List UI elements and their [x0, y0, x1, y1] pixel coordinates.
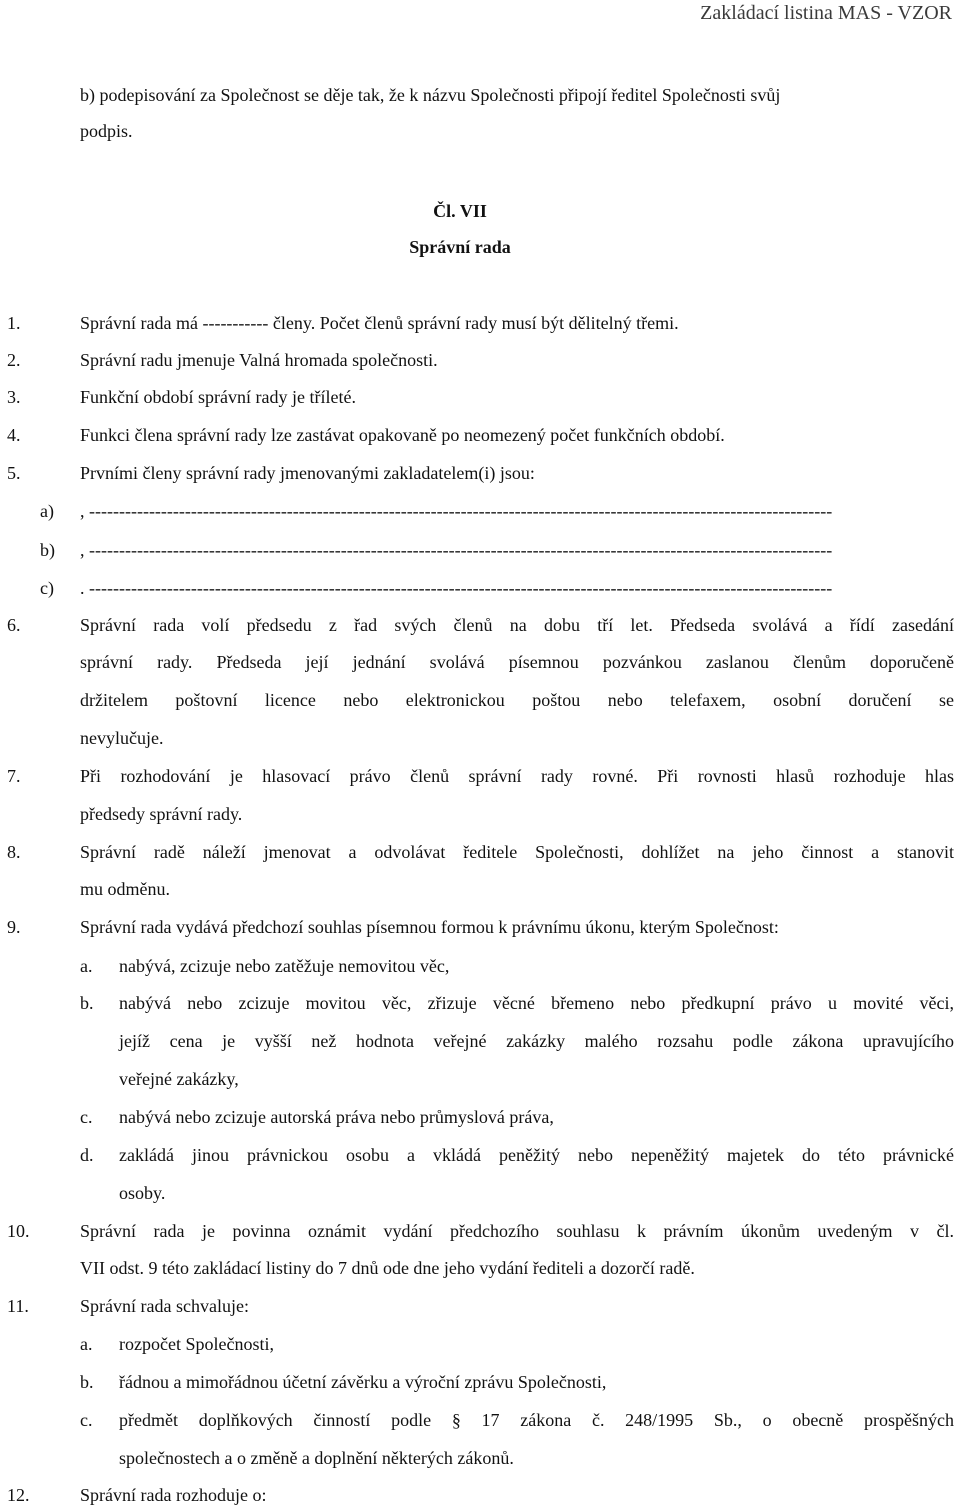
item-11c-line-2: společnostech a o změně a doplnění některých zákonů.	[119, 1448, 514, 1468]
item-11c-line-1: předmět doplňkových činností podle § 17 zákona č. 248/1995 Sb., o obecně prospěšných	[119, 1410, 954, 1430]
member-a-text: , ----------------------------------------------------------------------------------------------------------------------------	[80, 501, 833, 521]
item-12-number: 12.	[7, 1485, 30, 1505]
item-10-number: 10.	[7, 1221, 30, 1241]
item-8-number: 8.	[7, 842, 21, 862]
item-11b-text: řádnou a mimořádnou účetní závěrku a výroční zprávu Společnosti,	[119, 1372, 607, 1392]
member-c-label: c)	[40, 578, 54, 598]
item-5-number: 5.	[7, 463, 21, 483]
item-11-number: 11.	[7, 1296, 29, 1316]
item-9d-line-2: osoby.	[119, 1183, 166, 1203]
item-11a-text: rozpočet Společnosti,	[119, 1334, 274, 1354]
item-8-line-2: mu odměnu.	[80, 879, 170, 899]
item-11c-label: c.	[80, 1410, 93, 1430]
item-8-line-1: Správní radě náleží jmenovat a odvolávat ředitele Společnosti, dohlížet na jeho činnost a stanovit	[80, 842, 954, 862]
item-9b-line-2: jejíž cena je vyšší než hodnota veřejné zakázky malého rozsahu podle zákona upravujícího	[119, 1031, 954, 1051]
item-10-line-1: Správní rada je povinna oznámit vydání předchozího souhlasu k právním úkonům uvedeným v čl.	[80, 1221, 954, 1241]
item-9d-line-1: zakládá jinou právnickou osobu a vkládá peněžitý nebo nepeněžitý majetek do této právnické	[119, 1145, 954, 1165]
item-11b-label: b.	[80, 1372, 94, 1392]
page-header-title: Zakládací listina MAS - VZOR	[700, 2, 952, 24]
item-6-line-1: Správní rada volí předsedu z řad svých členů na dobu tří let. Předseda svolává a řídí zasedání	[80, 615, 954, 635]
item-6-line-2: správní rady. Předseda její jednání svolává písemnou pozvánkou zaslanou členům doporučeně	[80, 652, 954, 672]
article-title: Správní rada	[409, 237, 511, 257]
item-9a-text: nabývá, zcizuje nebo zatěžuje nemovitou věc,	[119, 956, 450, 976]
item-9b-line-3: veřejné zakázky,	[119, 1069, 239, 1089]
item-9-text: Správní rada vydává předchozí souhlas písemnou formou k právnímu úkonu, kterým Společnost:	[80, 917, 779, 937]
item-9-number: 9.	[7, 917, 21, 937]
item-9c-label: c.	[80, 1107, 93, 1127]
item-2-number: 2.	[7, 350, 21, 370]
item-3-number: 3.	[7, 387, 21, 407]
item-7-line-2: předsedy správní rady.	[80, 804, 243, 824]
item-1-text: Správní rada má ----------- členy. Počet členů správní rady musí být dělitelný třemi.	[80, 313, 679, 333]
item-11a-label: a.	[80, 1334, 93, 1354]
item-9b-line-1: nabývá nebo zcizuje movitou věc, zřizuje věcné břemeno nebo předkupní právo u movité věci,	[119, 993, 954, 1013]
item-11-text: Správní rada schvaluje:	[80, 1296, 249, 1316]
item-6-line-4: nevylučuje.	[80, 728, 164, 748]
intro-line-2: podpis.	[80, 121, 133, 141]
item-7-number: 7.	[7, 766, 21, 786]
item-9b-label: b.	[80, 993, 94, 1013]
item-3-text: Funkční období správní rady je tříleté.	[80, 387, 356, 407]
item-7-line-1: Při rozhodování je hlasovací právo členů správní rady rovné. Při rovnosti hlasů rozhoduje hlas	[80, 766, 954, 786]
item-2-text: Správní radu jmenuje Valná hromada společnosti.	[80, 350, 438, 370]
item-12-text: Správní rada rozhoduje o:	[80, 1485, 267, 1505]
item-4-number: 4.	[7, 425, 21, 445]
item-5-text: Prvními členy správní rady jmenovanými zakladatelem(i) jsou:	[80, 463, 535, 483]
intro-line-1: b) podepisování za Společnost se děje tak, že k názvu Společnosti připojí ředitel Společnosti svůj	[80, 85, 781, 105]
member-b-text: , ----------------------------------------------------------------------------------------------------------------------------	[80, 540, 833, 560]
item-10-line-2: VII odst. 9 této zakládací listiny do 7 dnů ode dne jeho vydání řediteli a dozorčí radě.	[80, 1258, 695, 1278]
member-b-label: b)	[40, 540, 55, 560]
article-number: Čl. VII	[433, 201, 487, 221]
item-9a-label: a.	[80, 956, 93, 976]
item-1-number: 1.	[7, 313, 21, 333]
item-9d-label: d.	[80, 1145, 94, 1165]
item-6-number: 6.	[7, 615, 21, 635]
item-6-line-3: držitelem poštovní licence nebo elektronickou poštou nebo telefaxem, osobní doručení se	[80, 690, 954, 710]
member-a-label: a)	[40, 501, 54, 521]
item-9c-text: nabývá nebo zcizuje autorská práva nebo průmyslová práva,	[119, 1107, 554, 1127]
item-4-text: Funkci člena správní rady lze zastávat opakovaně po neomezený počet funkčních období.	[80, 425, 725, 445]
member-c-text: . ----------------------------------------------------------------------------------------------------------------------------	[80, 578, 833, 598]
